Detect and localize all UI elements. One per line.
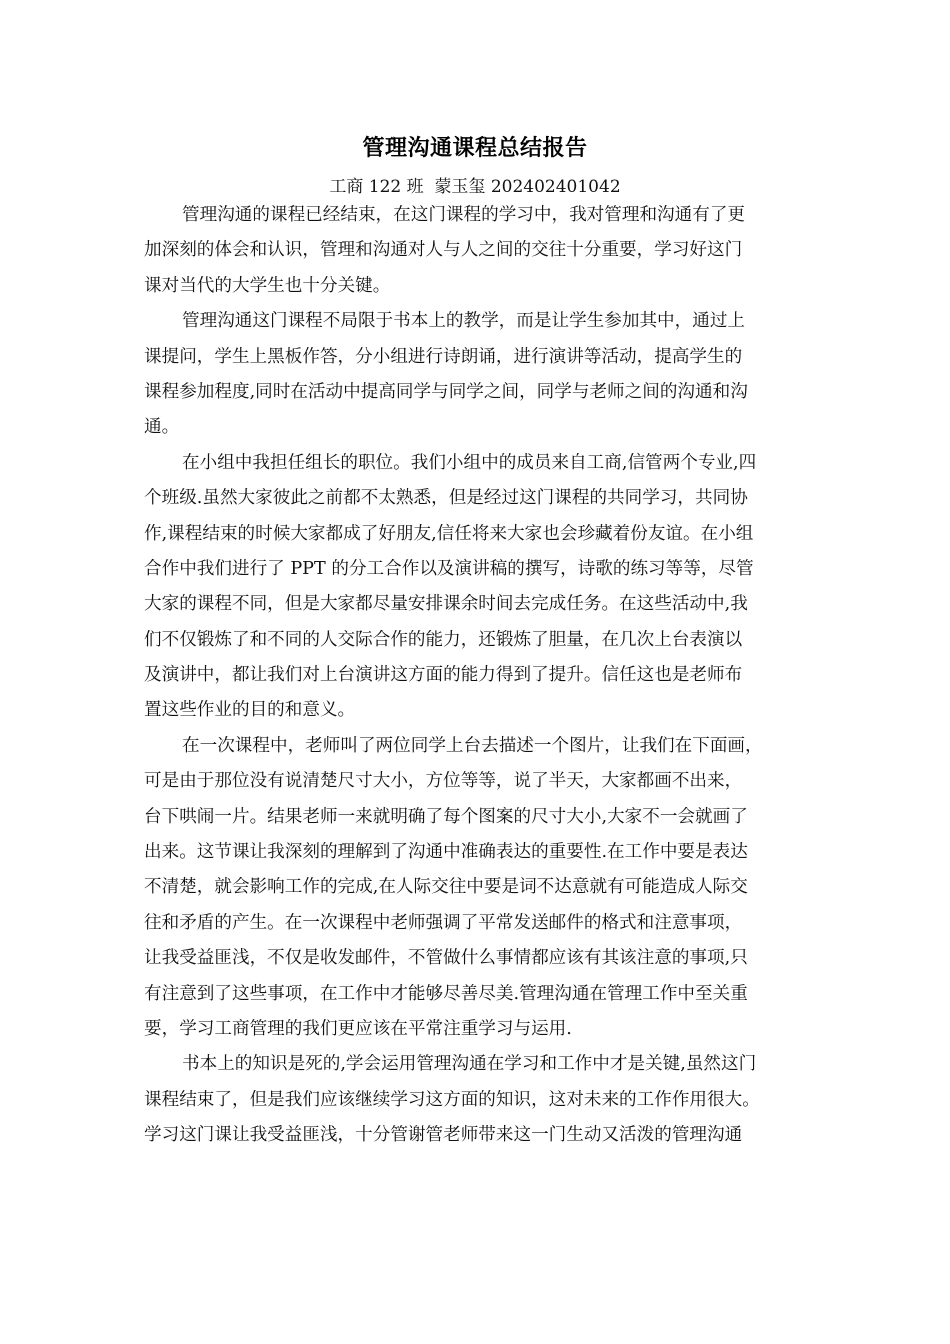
student-id: 202402401042 — [490, 177, 621, 197]
text-line: 可是由于那位没有说清楚尺寸大小，方位等等，说了半天，大家都画不出来， — [144, 771, 743, 792]
text-line: 台下哄闹一片。结果老师一来就明确了每个图案的尺寸大小,大家不一会就画了 — [144, 806, 748, 827]
text-line: 要，学习工商管理的我们更应该在平常注重学习与运用. — [144, 1018, 572, 1039]
text-line: 通。 — [144, 417, 180, 438]
paragraph-4 — [144, 729, 820, 1048]
text-line: 书本上的知识是死的,学会运用管理沟通在学习和工作中才是关键,虽然这门 — [182, 1054, 757, 1075]
text-line: 课对当代的大学生也十分关键。 — [144, 275, 391, 296]
text-line: 作,课程结束的时候大家都成了好朋友,信任将来大家也会珍藏着份友谊。在小组 — [144, 523, 754, 544]
author-name: 蒙玉玺 — [434, 177, 486, 197]
text-line: 在一次课程中，老师叫了两位同学上台去描述一个图片，让我们在下面画， — [182, 735, 763, 756]
text-line: 课程结束了，但是我们应该继续学习这方面的知识，这对未来的工作作用很大。 — [144, 1089, 760, 1110]
text-line: 大家的课程不同，但是大家都尽量安排课余时间去完成任务。在这些活动中,我 — [144, 594, 748, 615]
text-line: 往和矛盾的产生。在一次课程中老师强调了平常发送邮件的格式和注意事项， — [144, 912, 743, 933]
text-line: 加深刻的体会和认识，管理和沟通对人与人之间的交往十分重要，学习好这门 — [144, 240, 743, 261]
text-line: 让我受益匪浅，不仅是收发邮件，不管做什么事情都应该有其该注意的事项,只 — [144, 948, 748, 969]
text-line: 出来。这节课让我深刻的理解到了沟通中准确表达的重要性.在工作中要是表达 — [144, 842, 748, 863]
text-line: 课提问，学生上黑板作答，分小组进行诗朗诵，进行演讲等活动，提高学生的 — [144, 346, 743, 367]
text-line: 管理沟通的课程已经结束，在这门课程的学习中，我对管理和沟通有了更 — [182, 205, 746, 225]
text-line: 不清楚，就会影响工作的完成,在人际交往中要是词不达意就有可能造成人际交 — [144, 877, 748, 898]
paragraph-3 — [144, 446, 820, 729]
document-body — [144, 198, 820, 1154]
paragraph-5 — [144, 1047, 820, 1153]
author-class: 工商 122 班 — [329, 177, 424, 197]
text-line: 有注意到了这些事项，在工作中才能够尽善尽美.管理沟通在管理工作中至关重 — [144, 983, 748, 1004]
paragraph-1 — [144, 198, 820, 304]
paragraph-2 — [144, 304, 820, 446]
author-byline — [0, 175, 950, 199]
text-line: 管理沟通这门课程不局限于书本上的教学，而是让学生参加其中，通过上 — [182, 311, 746, 332]
text-line: 课程参加程度,同时在活动中提高同学与同学之间，同学与老师之间的沟通和沟 — [144, 381, 748, 402]
text-line: 置这些作业的目的和意义。 — [144, 700, 356, 721]
text-line: 学习这门课让我受益匪浅，十分管谢管老师带来这一门生动又活泼的管理沟通 — [144, 1125, 743, 1146]
text-line: 个班级.虽然大家彼此之前都不太熟悉，但是经过这门课程的共同学习，共同协 — [144, 488, 748, 509]
text-line: 在小组中我担任组长的职位。我们小组中的成员来自工商,信管两个专业,四 — [182, 452, 757, 473]
text-line: 合作中我们进行了 PPT 的分工合作以及演讲稿的撰写，诗歌的练习等等，尽管 — [144, 558, 754, 579]
document-title: 管理沟通课程总结报告 — [362, 136, 588, 161]
text-line: 及演讲中，都让我们对上台演讲这方面的能力得到了提升。信任这也是老师布 — [144, 665, 743, 686]
text-line: 们不仅锻炼了和不同的人交际合作的能力，还锻炼了胆量，在几次上台表演以 — [144, 629, 743, 650]
